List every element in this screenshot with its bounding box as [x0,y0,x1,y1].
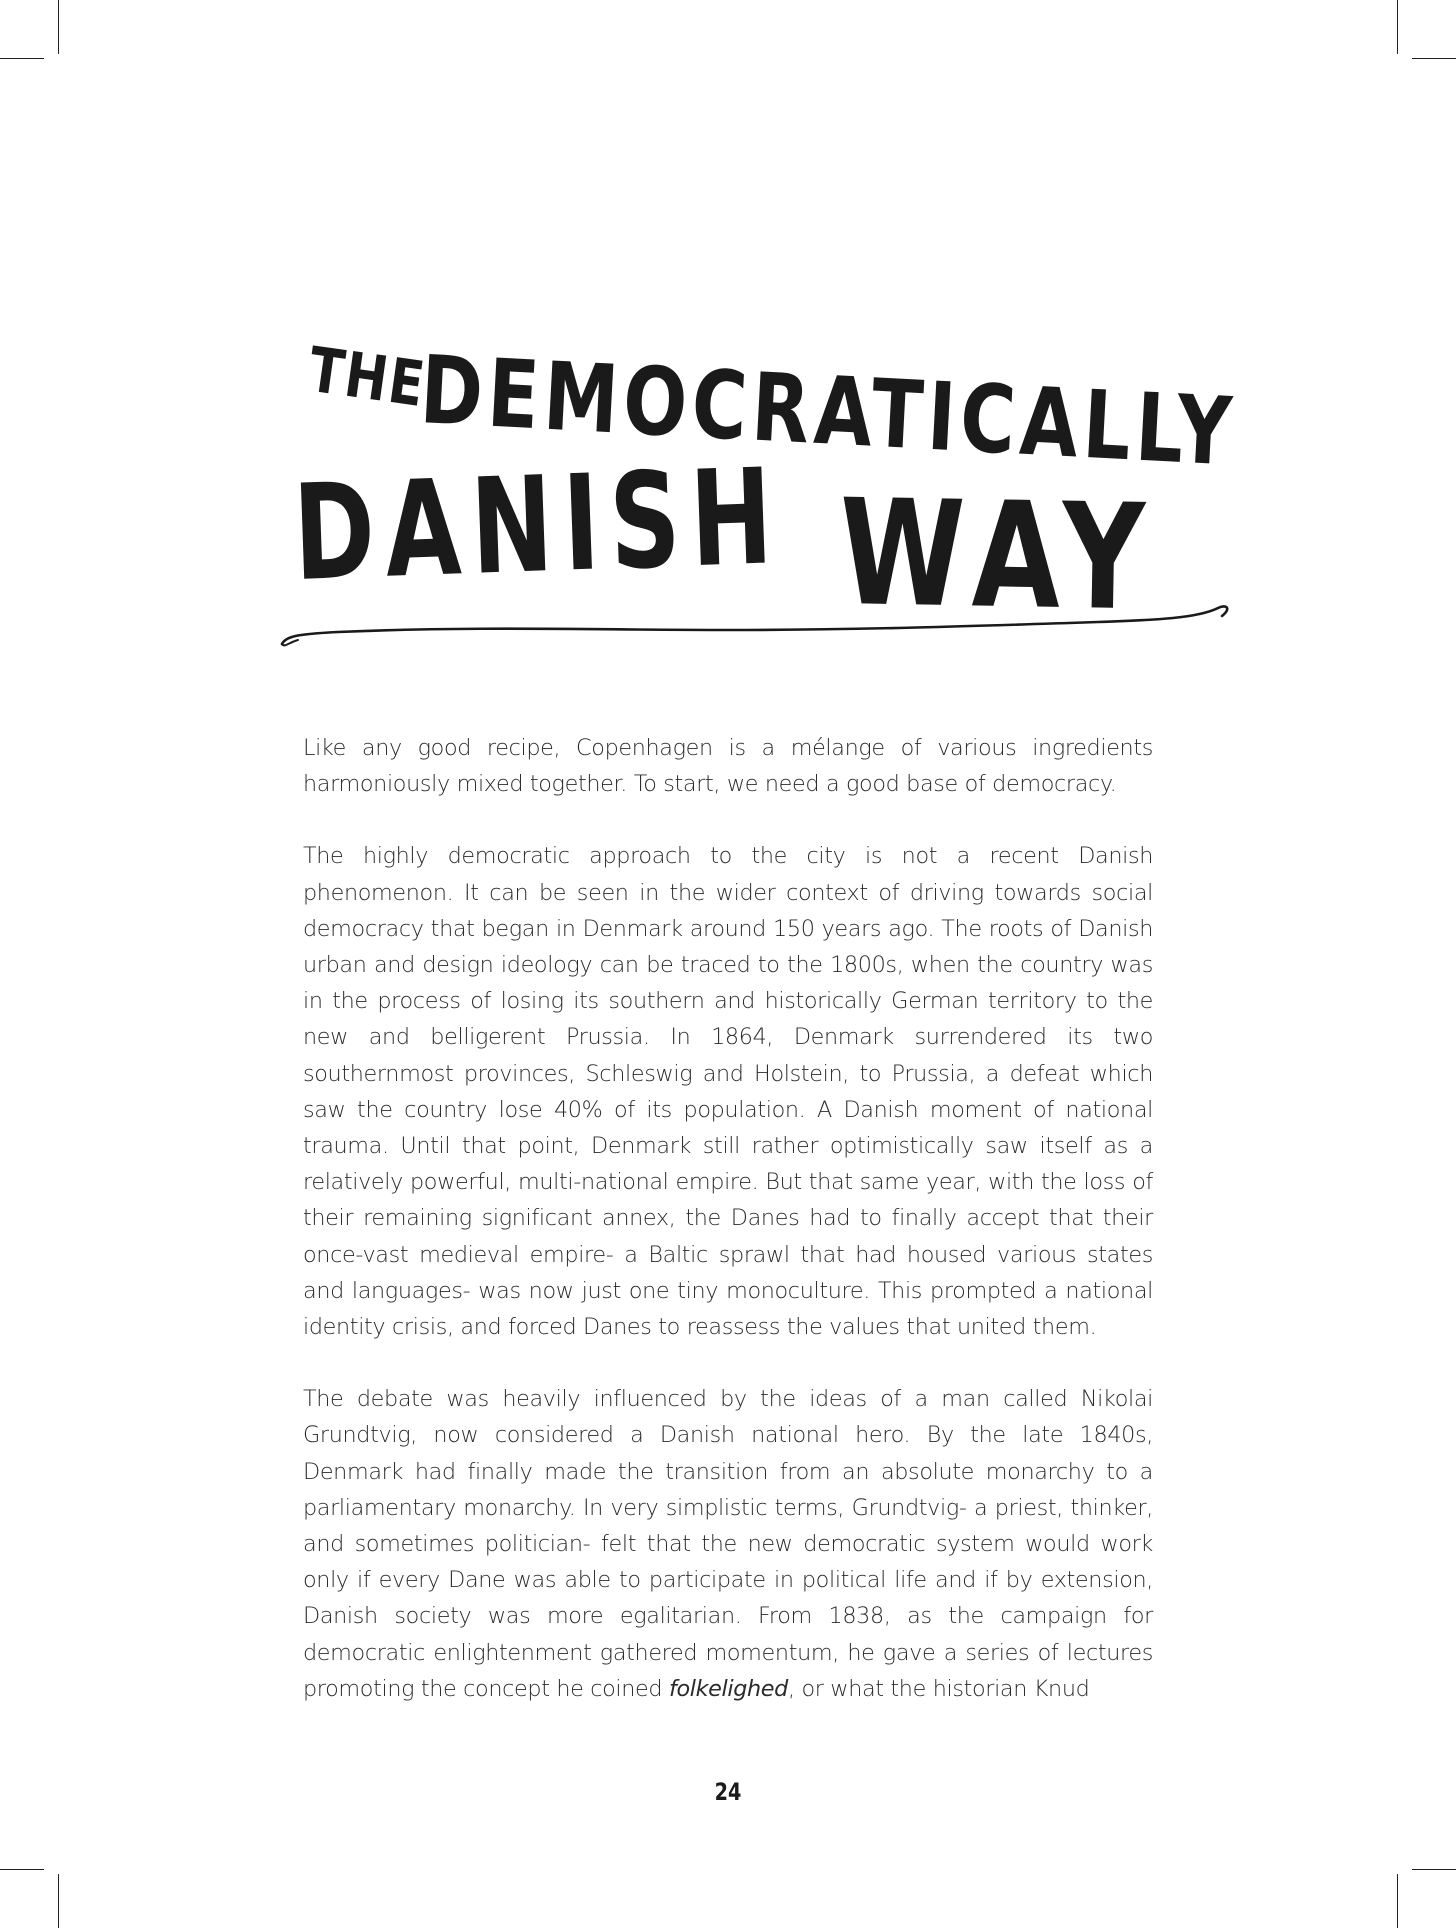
title-word-way: WAY [837,468,1159,644]
crop-mark-bottom-left-horizontal [0,1869,44,1870]
crop-mark-bottom-right-horizontal [1412,1869,1456,1870]
title-underline [278,596,1238,656]
page-title [0,0,1456,680]
title-word-the: THE [304,332,431,422]
title-word-democratically: DEMOCRATICALLY [417,336,1239,488]
crop-mark-bottom-right-vertical [1397,1874,1398,1928]
paragraph-grundtvig-text-end: , or what the historian Knud [787,1675,1090,1702]
title-word-danish: DANISH [291,440,786,611]
folkelighed-term: folkelighed [668,1675,788,1702]
paragraph-intro: Like any good recipe, Copenhagen is a mélange of various ingredients harmoniously mixed together. To start, we need a good base of democracy. [303,735,1153,798]
paragraph-history: The highly democratic approach to the city is not a recent Danish phenomenon. It can be seen in the wider context of driving towards social democracy that began in Denmark around 150 years ago. The roots of Danish urban and design ideology can be traced to the 1800s, when the country was in the process of losing its southern and historically German territory to the new and belligerent Prussia. In 1864, Denmark surrendered its two southernmost provinces, Schleswig and Holstein, to Prussia, a defeat which saw the country lose 40% of its population. A Danish moment of national trauma. Until that point, Denmark still rather optimistically saw itself as a relatively powerful, multi-national empire. But that same year, with the loss of their remaining significant annex, the Danes had to finally accept that their once-vast medieval empire- a Baltic sprawl that had housed various states and languages- was now just one tiny monoculture. This prompted a national identity crisis, and forced Danes to reassess the values that united them. [303,843,1153,1341]
body-text [303,730,1153,1707]
crop-mark-bottom-left-vertical [58,1874,59,1928]
page-number: 24 [714,1778,742,1806]
paragraph-grundtvig-text: The debate was heavily influenced by the ideas of a man called Nikolai Grundtvig, now considered a Danish national hero. By the late 1840s, Denmark had finally made the transition from an absolute monarchy to a parliamentary monarchy. In very simplistic terms, Grundtvig- a priest, thinker, and sometimes politician- felt that the new democratic system would work only if every Dane was able to participate in political life and if by extension, Danish society was more egalitarian. From 1838, as the campaign for democratic enlightenment gathered momentum, he gave a series of lectures promoting the concept he coined [303,1386,1153,1702]
paragraph-grundtvig [303,1381,1153,1707]
